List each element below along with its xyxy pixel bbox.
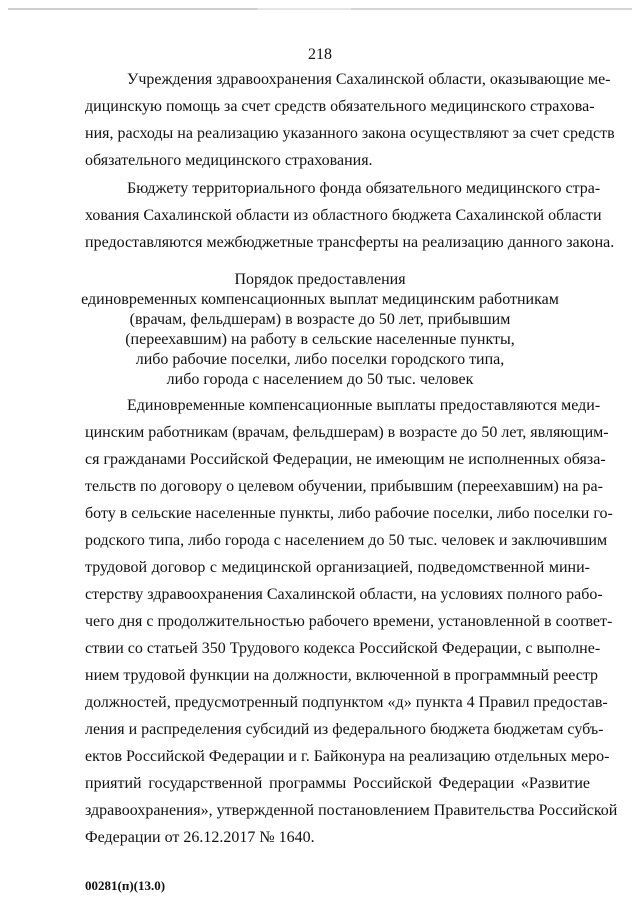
text-line: тельств по договору о целевом обучении, прибывшим (переехавшим) на ра- <box>85 478 603 495</box>
paragraph-2 <box>85 175 615 256</box>
text-line: Единовременные компенсационные выплаты предоставляются меди- <box>127 397 601 414</box>
heading-line: либо рабочие поселки, либо поселки городского типа, <box>135 351 505 368</box>
text-line: ектов Российской Федерации и г. Байконура на реализацию отдельных меро- <box>85 748 610 765</box>
heading-line: единовременных компенсационных выплат медицинским работникам <box>81 291 559 308</box>
text-line: обязательного медицинского страхования. <box>85 152 373 169</box>
text-line: ся гражданами Российской Федерации, не имеющим не исполненных обяза- <box>85 451 606 468</box>
paragraph-1 <box>85 66 615 174</box>
text-line: трудовой договор с медицинской организацией, подведомственной мини- <box>85 559 590 576</box>
section-heading <box>0 270 640 390</box>
text-line: здравоохранения», утвержденной постановлением Правительства Российской <box>85 802 618 819</box>
text-line: приятий государственной программы Российской Федерации «Развитие <box>85 775 590 792</box>
text-line: должностей, предусмотренный подпунктом «д» пункта 4 Правил предостав- <box>85 694 608 711</box>
text-line: Федерации от 26.12.2017 № 1640. <box>85 829 315 846</box>
text-line: боту в сельские населенные пункты, либо рабочие поселки, либо поселки го- <box>85 505 613 522</box>
paragraph-3 <box>85 392 618 851</box>
heading-line: либо города с населением до 50 тыс. человек <box>166 371 474 388</box>
text-line: цинским работникам (врачам, фельдшерам) в возрасте до 50 лет, являющим- <box>85 424 609 441</box>
text-line: ния, расходы на реализацию указанного закона осуществляют за счет средств <box>85 125 615 142</box>
heading-line: (переехавшим) на работу в сельские населенные пункты, <box>125 331 515 348</box>
document-code: 00281(п)(13.0) <box>85 878 166 893</box>
text-line: чего дня с продолжительностью рабочего времени, установленной в соответ- <box>85 613 613 630</box>
page-number: 218 <box>308 46 332 63</box>
text-line: ствии со статьей 350 Трудового кодекса Российской Федерации, с выполне- <box>85 640 601 657</box>
heading-line: Порядок предоставления <box>234 271 406 288</box>
text-line: ления и распределения субсидий из федерального бюджета бюджетам субъ- <box>85 721 604 738</box>
text-line: Учреждения здравоохранения Сахалинской области, оказывающие ме- <box>127 71 611 88</box>
heading-line: (врачам, фельдшерам) в возрасте до 50 лет, прибывшим <box>129 311 511 328</box>
text-line: дицинскую помощь за счет средств обязательного медицинского страхова- <box>85 98 595 115</box>
text-line: нием трудовой функции на должности, включенной в программный реестр <box>85 667 598 684</box>
text-line: Бюджету территориального фонда обязательного медицинского стра- <box>127 180 601 197</box>
text-line: предоставляются межбюджетные трансферты на реализацию данного закона. <box>85 234 615 251</box>
text-line: хования Сахалинской области из областного бюджета Сахалинской области <box>85 207 602 224</box>
text-line: родского типа, либо города с населением до 50 тыс. человек и заключившим <box>85 532 608 549</box>
scan-top-edge <box>8 8 632 10</box>
text-line: стерству здравоохранения Сахалинской области, на условиях полного рабо- <box>85 586 603 603</box>
